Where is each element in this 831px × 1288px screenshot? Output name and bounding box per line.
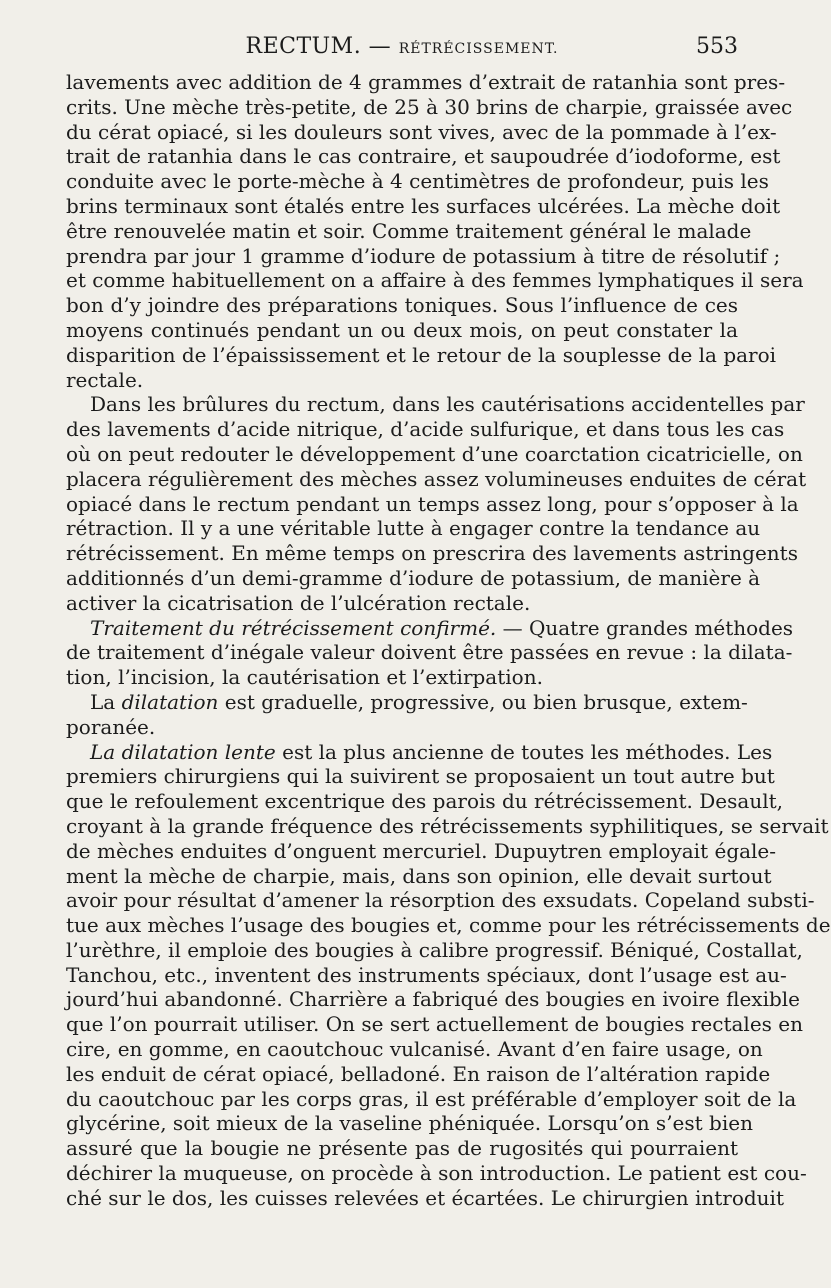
text-line: brins terminaux sont étalés entre les surfaces ulcérées. La mèche doit <box>66 193 781 218</box>
text-line: bon d’y joindre des préparations toniques. Sous l’influence de ces <box>66 293 738 318</box>
text-line: de mèches enduites d’onguent mercuriel. Dupuytren employait égale- <box>66 838 777 863</box>
text-line: premiers chirurgiens qui la suivirent se proposaient un tout autre but <box>66 764 775 789</box>
text-line: activer la cicatrisation de l’ulcération rectale. <box>66 590 531 615</box>
text-line: que l’on pourrait utiliser. On se sert actuellement de bougies rectales en <box>66 1012 803 1037</box>
text-line: et comme habituellement on a affaire à des femmes lymphatiques il sera <box>66 268 804 293</box>
text-line: croyant à la grande fréquence des rétrécissements syphilitiques, se servait <box>66 813 829 838</box>
running-title <box>66 34 738 59</box>
text-span: La <box>90 689 122 714</box>
running-title-main: RECTUM. — <box>245 34 392 59</box>
text-line: ment la mèche de charpie, mais, dans son opinion, elle devait surtout <box>66 863 772 888</box>
text-line: rétraction. Il y a une véritable lutte à engager contre la tendance au <box>66 516 761 541</box>
text-line: rectale. <box>66 367 144 392</box>
emphasis-term: dilatation <box>121 689 219 714</box>
text-line: crits. Une mèche très-petite, de 25 à 30 brins de charpie, graissée avec <box>66 94 793 119</box>
text-line: être renouvelée matin et soir. Comme traitement général le malade <box>66 218 752 243</box>
text-line <box>66 615 794 641</box>
text-line: conduite avec le porte-mèche à 4 centimètres de profondeur, puis les <box>66 169 769 194</box>
text-line <box>66 739 773 765</box>
text-line: où on peut redouter le développement d’une coarctation cicatricielle, on <box>66 441 803 466</box>
text-line: déchirer la muqueuse, on procède à son introduction. Le patient est cou- <box>66 1161 807 1186</box>
text-line: avoir pour résultat d’amener la résorption des exsudats. Copeland substi- <box>66 888 815 913</box>
body-text <box>66 70 831 1211</box>
text-line: disparition de l’épaississement et le retour de la souplesse de la paroi <box>66 342 777 367</box>
text-line: prendra par jour 1 gramme d’iodure de potassium à titre de résolutif ; <box>66 243 781 268</box>
page-number: 553 <box>696 34 738 59</box>
text-line: poranée. <box>66 714 156 739</box>
text-line: assuré que la bougie ne présente pas de rugosités qui pourraient <box>66 1136 738 1161</box>
text-line: opiacé dans le rectum pendant un temps assez long, pour s’opposer à la <box>66 491 799 516</box>
section-heading: Traitement du rétrécissement confirmé. <box>90 615 497 640</box>
text-line: l’urèthre, il emploie des bougies à calibre progressif. Béniqué, Costallat, <box>66 937 803 962</box>
text-span: est la plus ancienne de toutes les méthodes. Les <box>275 739 773 764</box>
running-title-section: RÉTRÉCISSEMENT. <box>398 41 559 57</box>
text-span: est graduelle, progressive, ou bien brusque, extem- <box>218 689 748 714</box>
text-line: Tanchou, etc., inventent des instruments spéciaux, dont l’usage est au- <box>66 962 787 987</box>
text-line: trait de ratanhia dans le cas contraire, et saupoudrée d’iodoforme, est <box>66 144 781 169</box>
text-line: lavements avec addition de 4 grammes d’extrait de ratanhia sont pres- <box>66 70 786 94</box>
running-header <box>66 30 738 64</box>
text-line: ché sur le dos, les cuisses relevées et écartées. Le chirurgien introduit <box>66 1185 784 1210</box>
text-line: du caoutchouc par les corps gras, il est préférable d’employer soit de la <box>66 1086 797 1111</box>
text-line <box>66 689 748 715</box>
text-line: moyens continués pendant un ou deux mois, on peut constater la <box>66 317 738 342</box>
emphasis-term: La dilatation lente <box>90 739 276 764</box>
text-line: placera régulièrement des mèches assez volumineuses enduites de cérat <box>66 466 807 491</box>
text-line: des lavements d’acide nitrique, d’acide sulfurique, et dans tous les cas <box>66 417 785 442</box>
text-line: de traitement d’inégale valeur doivent être passées en revue : la dilata- <box>66 640 793 665</box>
text-line: cire, en gomme, en caoutchouc vulcanisé. Avant d’en faire usage, on <box>66 1037 763 1062</box>
text-line: additionnés d’un demi-gramme d’iodure de potassium, de manière à <box>66 565 761 590</box>
text-line: tion, l’incision, la cautérisation et l’extirpation. <box>66 665 543 690</box>
text-line: rétrécissement. En même temps on prescrira des lavements astringents <box>66 541 798 566</box>
text-span: — Quatre grandes méthodes <box>496 615 794 640</box>
text-line: glycérine, soit mieux de la vaseline phéniquée. Lorsqu’on s’est bien <box>66 1111 753 1136</box>
text-line: les enduit de cérat opiacé, belladoné. En raison de l’altération rapide <box>66 1061 771 1086</box>
text-line: Dans les brûlures du rectum, dans les cautérisations accidentelles par <box>90 392 805 417</box>
text-line: tue aux mèches l’usage des bougies et, comme pour les rétrécissements de <box>66 913 831 938</box>
text-line: que le refoulement excentrique des parois du rétrécissement. Desault, <box>66 789 784 814</box>
text-line: du cérat opiacé, si les douleurs sont vives, avec de la pommade à l’ex- <box>66 119 777 144</box>
text-line: jourd’hui abandonné. Charrière a fabriqué des bougies en ivoire flexible <box>66 987 800 1012</box>
